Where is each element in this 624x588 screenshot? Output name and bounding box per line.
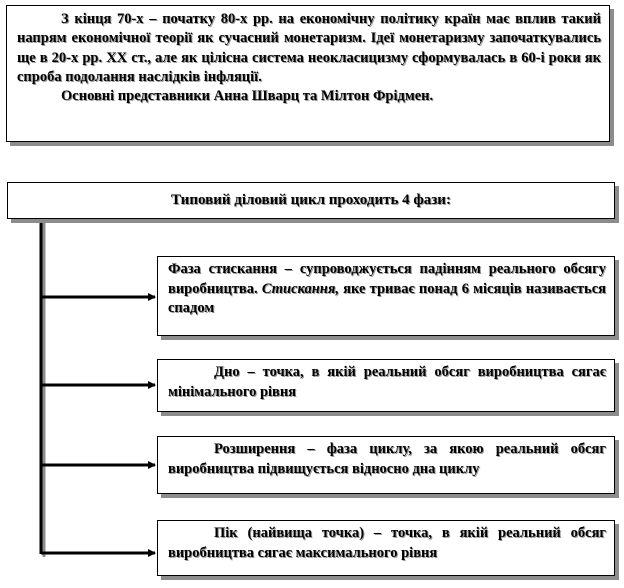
phase-3-desc: – фаза циклу, за якою реальний обсяг виробництва підвищується відносно дна циклу — [168, 441, 606, 477]
phase-3-text — [168, 440, 606, 479]
phase-1-text — [168, 260, 606, 319]
phase-box-peak — [157, 520, 615, 576]
phase-2-desc: – точка, в якій реальний обсяг виробництва сягає мінімального рівня — [168, 364, 606, 400]
cycle-header-text: Типовий діловий цикл проходить 4 фази: — [171, 192, 451, 208]
phase-1-term: Фаза стискання — [168, 261, 277, 277]
phase-1-desc-2: яке триває понад 6 місяців називається — [338, 280, 606, 297]
phase-box-trough — [157, 359, 615, 412]
intro-paragraph-1: З кінця 70-х – початку 80-х рр. на економічну політику країн має вплив такий напрям економічної теорії як сучасний монетаризм. Ідеї монетаризму започаткувались ще в 20-х рр. XX ст., але як цілісна система неокласицизму сформувалась в 60-і роки як спроба подолання наслідків інфляції. — [17, 11, 601, 85]
intro-text-box — [6, 5, 610, 142]
phase-2-term: Дно — [214, 364, 240, 380]
branch-arrows — [41, 297, 155, 553]
cycle-header-box — [7, 182, 615, 219]
phase-box-expansion — [157, 436, 615, 494]
phase-4-term: Пік (найвища точка) — [214, 525, 365, 541]
phase-1-desc: – супроводжується падінням реального обсягу виробництва. — [168, 261, 606, 297]
phase-1-emphasis: Стискання, — [261, 280, 339, 297]
phase-1-tail: спадом — [168, 300, 215, 316]
phase-2-text — [168, 363, 606, 402]
phase-4-desc: – точка, в якій реальний обсяг виробництва сягає максимального рівня — [168, 525, 607, 561]
phase-3-term: Розширення — [214, 441, 296, 457]
phase-4-text — [168, 524, 606, 563]
phase-box-contraction — [157, 256, 615, 336]
intro-paragraph-2: Основні представники Анна Шварц та Мілтон Фрідмен. — [61, 88, 434, 105]
